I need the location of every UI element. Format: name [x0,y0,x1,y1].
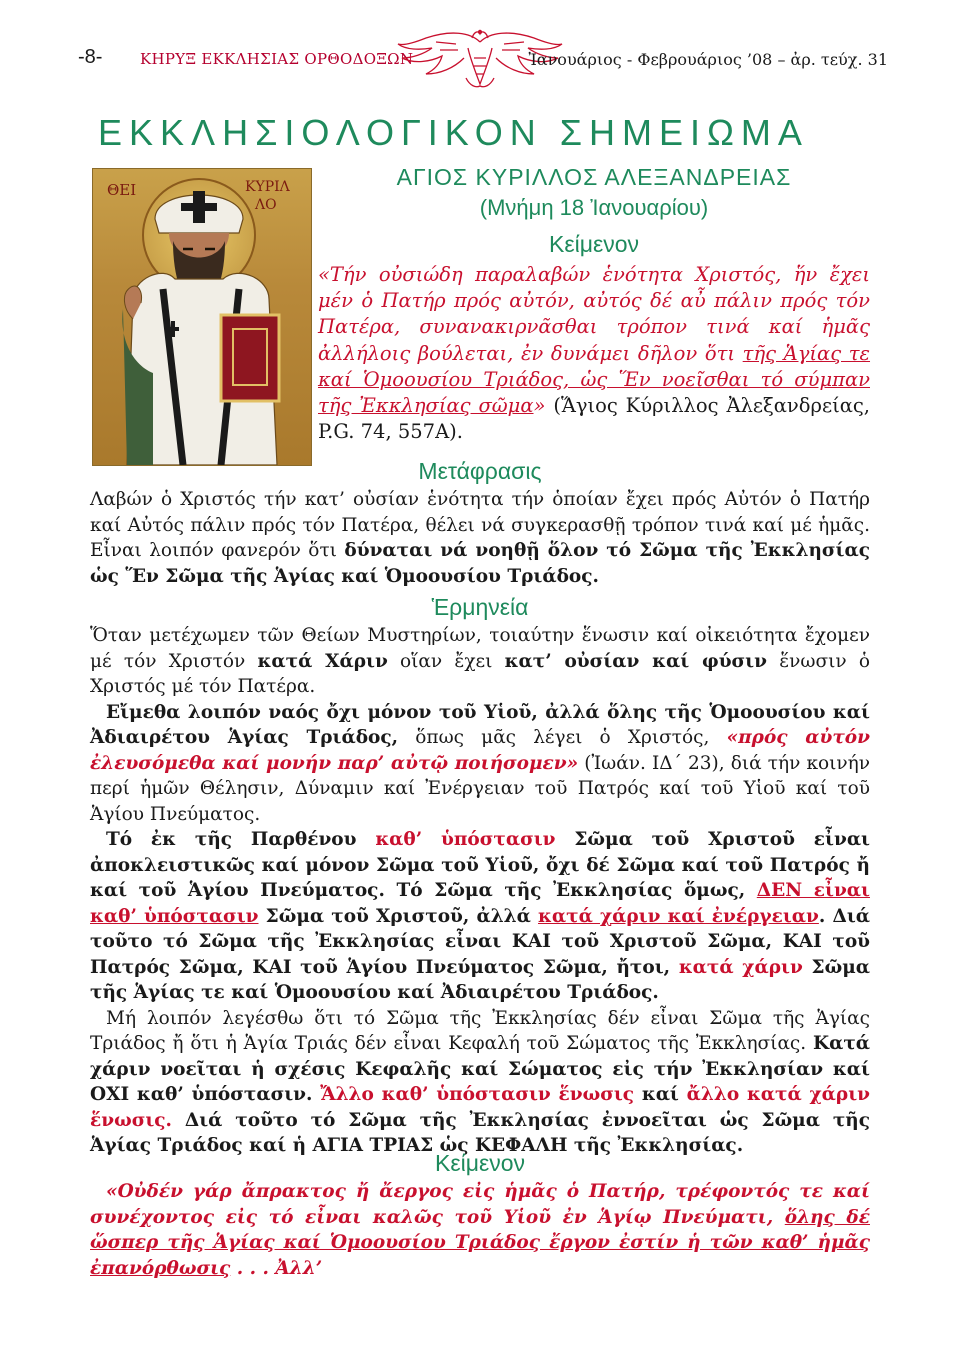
text-heading: Κείμενον [548,231,639,257]
interpretation-section [90,590,870,1159]
closing-quote: «Οὐδέν γάρ ἄπρακτος ἤ ἄεργος εἰς ἡμᾶς ὁ Πατήρ, τρέφοντός τε καί συνέχοντος εἰς τό εἶναι καλῶς τοῦ Υἱοῦ ἐν Ἁγίῳ Πνεύματι, ὅλης δέ ὥσπερ τῆς Ἁγίας καί Ὁμοουσίου Τριάδος ἔργον ἐστίν ἡ τῶν καθ’ ἡμᾶς ἐπανόρθωσις . . . Ἀλλ’ [90,1181,870,1279]
saint-header-column [318,164,870,445]
translation-text: Λαβών ὁ Χριστός τήν κατ’ οὐσίαν ἑνότητα τήν ὁποίαν ἔχει πρός Αὐτόν ὁ Πατήρ καί Αὐτός πάλιν πρός τόν Πατέρα, θέλει νά συγκερασθῇ τρόπον τινά καί μέ ἡμᾶς. Εἶναι λοιπόν φανερόν ὅτι δύναται νά νοηθῇ ὅλον τό Σῶμα τῆς Ἐκκλησίας ὡς Ἕν Σῶμα τῆς Ἁγίας καί Ὁμοουσίου Τριάδος. [90,489,870,587]
magazine-title: ΚΗΡΥΞ ΕΚΚΛΗΣΙΑΣ ΟΡΘΟΔΟΞΩΝ [140,50,414,68]
saint-name: ΑΓΙΟΣ ΚΥΡΙΛΛΟΣ ΑΛΕΞΑΝΔΡΕΙΑΣ [396,164,792,190]
quote-citation: (Ἅγιος Κύριλλος Ἀλεξανδρείας, P.G. 74, 557A). [318,394,870,444]
patristic-quote: «Τήν οὐσιώδη παραλαβών ἑνότητα Χριστός, ἥν ἔχει μέν ὁ Πατήρ πρός αὐτόν, αὐτός δέ αὖ πάλιν πρός τόν Πατέρα, συνανακιρνᾶσθαι τρόπον τινά καί ἡμᾶς ἀλλήλοις βούλεται, ἐν δυνάμει δῆλον ὅτι τῆς Ἁγίας τε καί Ὁμοουσίου Τριάδος, ὡς Ἕν νοεῖσθαι τό σύμπαν τῆς Ἐκκλησίας σῶμα» (Ἅγιος Κύριλλος Ἀλεξανδρείας, P.G. 74, 557A). [318,263,871,444]
page-title: ΕΚΚΛΗΣΙΟΛΟΓΙΚΟΝ ΣΗΜΕΙΩΜΑ [98,112,809,153]
translation-section [90,454,870,589]
closing-text-section [90,1146,870,1281]
svg-text:ΛΟ: ΛΟ [255,197,277,213]
interpretation-paragraph-4: Μή λοιπόν λεγέσθω ὅτι τό Σῶμα τῆς Ἐκκλησίας δέν εἶναι Σῶμα τῆς Ἁγίας Τριάδος ἤ ὅτι ἡ Ἁγία Τριάς δέν εἶναι Κεφαλή τοῦ Σώματος τῆς Ἐκκλησίας. Κατά χάριν νοεῖται ἡ σχέσις Κεφαλῆς καί Σώματος εἰς τήν Ἐκκλησίαν καί ΟΧΙ καθ’ ὑπόστασιν. Ἄλλο καθ’ ὑπόστασιν ἕνωσις καί ἄλλο κατά χάριν ἕνωσις. Διά τοῦτο τό Σῶμα τῆς Ἐκκλησίας ἐννοεῖται ὡς Σῶμα τῆς Ἁγίας Τριάδος καί ἡ ΑΓΙΑ ΤΡΙΑΣ ὡς ΚΕΦΑΛΗ τῆς Ἐκκλησίας. [90,1007,870,1156]
translation-heading: Μετάφρασις [418,458,542,484]
issue-info: Ἰανουάριος - Φεβρουάριος ’08 – ἀρ. τεύχ. 31 [528,50,888,69]
interpretation-paragraph-3: Τό ἐκ τῆς Παρθένου καθ’ ὑπόστασιν Σῶμα τοῦ Χριστοῦ εἶναι ἀποκλειστικῶς καί μόνον Σῶμα τοῦ Υἱοῦ, ὄχι δέ Σῶμα καί τοῦ Πατρός ἤ καί τοῦ Ἁγίου Πνεύματος. Τό Σῶμα τῆς Ἐκκλησίας ὅμως, ΔΕΝ εἶναι καθ’ ὑπόστασιν Σῶμα τοῦ Χριστοῦ, ἀλλά κατά χάριν καί ἐνέργειαν. Διά τοῦτο τό Σῶμα τῆς Ἐκκλησίας εἶναι ΚΑΙ τοῦ Χριστοῦ Σῶμα, ΚΑΙ τοῦ Πατρός Σῶμα, ΚΑΙ τοῦ Ἁγίου Πνεύματος Σῶμα, ἤτοι, κατά χάριν Σῶμα τῆς Ἁγίας τε καί Ὁμοουσίου καί Ἀδιαιρέτου Τριάδος. [90,829,871,1003]
saint-memory-date: (Μνήμη 18 Ἰανουαρίου) [479,195,709,220]
interpretation-paragraph-2: Εἴμεθα λοιπόν ναός ὄχι μόνον τοῦ Υἱοῦ, ἀλλά ὅλης τῆς Ὁμοουσίου καί Ἀδιαιρέτου Ἁγίας Τριάδος, ὅπως μᾶς λέγει ὁ Χριστός, «πρός αὐτόν ἐλευσόμεθα καί μονήν παρ’ αὐτῷ ποιήσομεν» (Ἰωάν. ΙΔ΄ 23), διά τήν κοινήν περί ἡμῶν Θέλησιν, Δύναμιν καί Ἐνέργειαν τοῦ Πατρός καί τοῦ Υἱοῦ καί τοῦ Ἁγίου Πνεύματος. [90,701,870,825]
page-header [78,38,888,88]
closing-text-heading: Κείμενον [434,1150,525,1176]
page-number: -8- [78,46,103,68]
icon-caption-left: ΘΕΙ [107,181,137,199]
interpretation-heading: Ἑρμηνεία [431,594,529,620]
saint-icon-image [92,168,312,466]
interpretation-paragraph-1: Ὅταν μετέχωμεν τῶν Θείων Μυστηρίων, τοιαύτην ἕνωσιν καί οἰκειότητα ἔχομεν μέ τόν Χριστόν κατά Χάριν οἵαν ἔχει κατ’ οὐσίαν καί φύσιν ἕνωσιν ὁ Χριστός μέ τόν Πατέρα. [90,625,870,697]
icon-caption-right: ΚΥΡΙΛ [245,179,290,195]
saint-portrait [93,169,311,465]
